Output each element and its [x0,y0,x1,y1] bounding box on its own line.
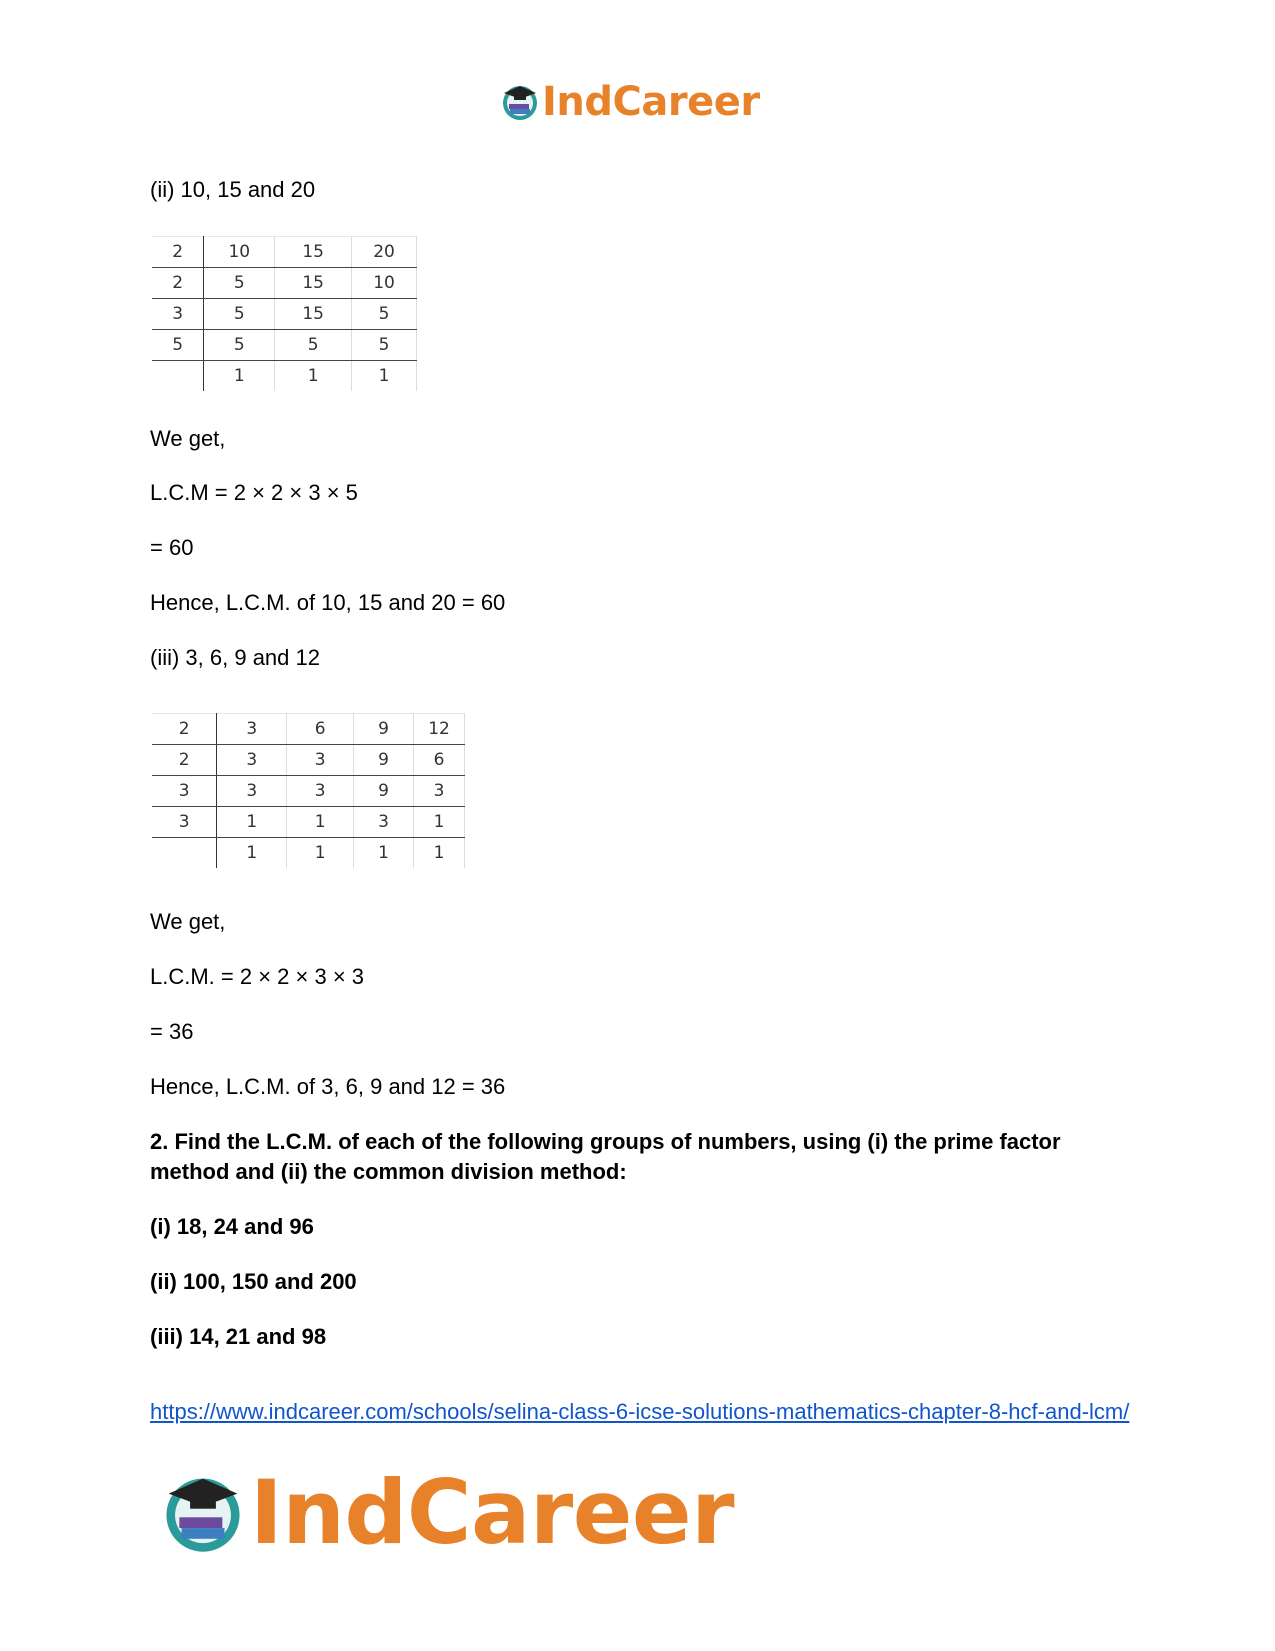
value-cell: 5 [204,268,275,299]
table-row [152,268,417,299]
table-row [152,361,417,392]
value-cell: 1 [204,361,275,392]
hence-statement: Hence, L.C.M. of 3, 6, 9 and 12 = 36 [150,1074,506,1099]
lcm-result: = 36 [150,1019,194,1044]
divisor-cell: 2 [152,237,204,268]
question-2-line-2: method and (ii) the common division method: [150,1159,627,1184]
divisor-cell: 2 [152,714,217,745]
divisor-cell: 3 [152,776,217,807]
value-cell: 3 [354,807,414,838]
divisor-cell [152,838,217,869]
value-cell: 9 [354,745,414,776]
value-cell: 1 [275,361,352,392]
value-cell: 6 [414,745,465,776]
table-row [152,776,465,807]
question-2-line-1: 2. Find the L.C.M. of each of the following groups of numbers, using (i) the prime factor [150,1129,1061,1154]
we-get-label: We get, [150,909,226,934]
value-cell: 1 [217,807,287,838]
value-cell: 5 [352,299,417,330]
value-cell: 3 [217,776,287,807]
lcm-result: = 60 [150,535,194,560]
value-cell: 3 [287,745,354,776]
we-get-label: We get, [150,426,226,451]
value-cell: 12 [414,714,465,745]
table-row [152,330,417,361]
graduation-globe-icon [500,82,540,122]
value-cell: 3 [217,745,287,776]
value-cell: 15 [275,299,352,330]
lcm-expression: L.C.M = 2 × 2 × 3 × 5 [150,480,358,505]
question-2-item-ii: (ii) 100, 150 and 200 [150,1269,357,1294]
table-row [152,714,465,745]
value-cell: 5 [204,330,275,361]
value-cell: 15 [275,268,352,299]
hence-statement: Hence, L.C.M. of 10, 15 and 20 = 60 [150,590,506,615]
value-cell: 10 [352,268,417,299]
value-cell: 10 [204,237,275,268]
divisor-cell [152,361,204,392]
section-ii-heading: (ii) 10, 15 and 20 [150,177,316,202]
question-2-item-i: (i) 18, 24 and 96 [150,1214,314,1239]
value-cell: 20 [352,237,417,268]
value-cell: 1 [354,838,414,869]
table-row [152,745,465,776]
division-table-iii [152,713,465,868]
value-cell: 1 [414,807,465,838]
value-cell: 1 [217,838,287,869]
divisor-cell: 5 [152,330,204,361]
divisor-cell: 3 [152,807,217,838]
table-row [152,838,465,869]
value-cell: 5 [352,330,417,361]
value-cell: 5 [204,299,275,330]
source-link[interactable]: https://www.indcareer.com/schools/selina-class-6-icse-solutions-mathematics-chapter-8-hcf-and-lcm/ [150,1399,1130,1424]
value-cell: 1 [287,807,354,838]
divisor-cell: 2 [152,745,217,776]
table-row [152,237,417,268]
logo-text: IndCareer [542,79,760,125]
value-cell: 3 [414,776,465,807]
question-2-item-iii: (iii) 14, 21 and 98 [150,1324,327,1349]
table-row [152,299,417,330]
lcm-expression: L.C.M. = 2 × 2 × 3 × 3 [150,964,365,989]
value-cell: 3 [217,714,287,745]
footer-logo [160,1461,735,1564]
table-row [152,807,465,838]
value-cell: 1 [287,838,354,869]
divisor-cell: 2 [152,268,204,299]
value-cell: 15 [275,237,352,268]
section-iii-heading: (iii) 3, 6, 9 and 12 [150,645,320,670]
value-cell: 1 [352,361,417,392]
value-cell: 3 [287,776,354,807]
value-cell: 5 [275,330,352,361]
header-logo [500,80,760,124]
logo-text: IndCareer [250,1461,735,1564]
value-cell: 1 [414,838,465,869]
graduation-globe-icon [160,1470,246,1556]
division-table-ii [152,236,417,391]
value-cell: 9 [354,714,414,745]
divisor-cell: 3 [152,299,204,330]
value-cell: 6 [287,714,354,745]
value-cell: 9 [354,776,414,807]
